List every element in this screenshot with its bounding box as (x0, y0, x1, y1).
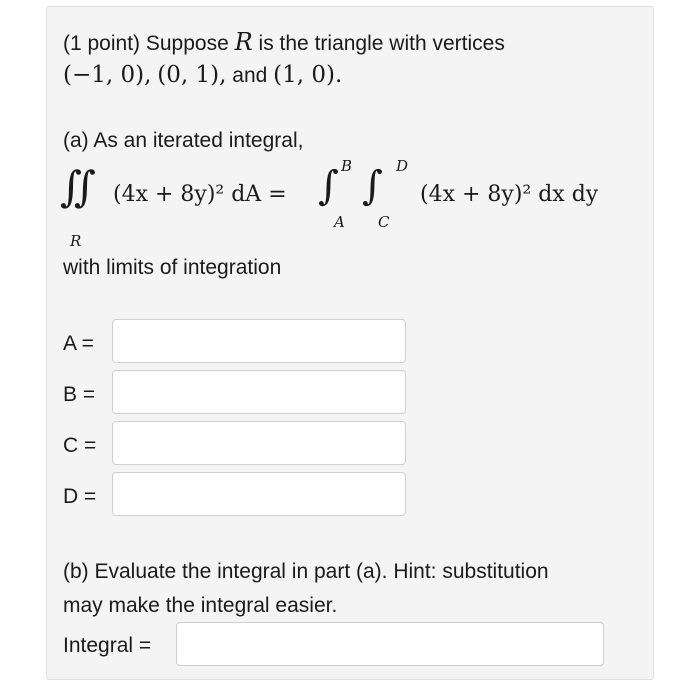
vertex-3: (1, 0) (273, 62, 335, 88)
problem-intro (63, 28, 505, 56)
region-subscript: R (70, 232, 82, 250)
input-c[interactable] (112, 421, 406, 465)
region-symbol: R (234, 28, 253, 56)
input-integral[interactable] (176, 622, 604, 666)
limit-c: C (378, 213, 390, 231)
vertex-1: (−1, 0) (63, 62, 145, 88)
part-a-prompt: (a) As an iterated integral, (63, 129, 304, 152)
part-b-prompt-line2: may make the integral easier. (63, 594, 338, 617)
label-d: D = (63, 485, 97, 508)
inner-integral-symbol: ∫ (362, 163, 383, 209)
input-a[interactable] (112, 319, 406, 363)
limit-b: B (341, 157, 353, 175)
input-b[interactable] (112, 370, 406, 414)
outer-integral-symbol: ∫ (318, 163, 339, 209)
label-b: B = (63, 383, 96, 406)
integrand-right: (4x + 8y)² dx dy (420, 182, 599, 207)
label-integral: Integral = (63, 634, 152, 657)
limits-text: with limits of integration (63, 256, 282, 279)
label-c: C = (63, 434, 97, 457)
limit-d: D (396, 157, 409, 175)
label-a: A = (63, 332, 94, 355)
input-d[interactable] (112, 472, 406, 516)
part-b-prompt-line1: (b) Evaluate the integral in part (a). Hint: substitution (63, 560, 549, 583)
vertices-line: (−1, 0), (0, 1), and (1, 0). (63, 62, 343, 88)
and-word: and (232, 64, 268, 87)
limit-a: A (334, 213, 345, 231)
double-integral-symbol: ∬ (60, 162, 96, 211)
integrand-left: (4x + 8y)² dA = (113, 182, 287, 207)
intro-suffix: is the triangle with vertices (258, 32, 505, 55)
intro-prefix: (1 point) Suppose (63, 32, 229, 55)
vertex-2: (0, 1) (157, 62, 220, 88)
